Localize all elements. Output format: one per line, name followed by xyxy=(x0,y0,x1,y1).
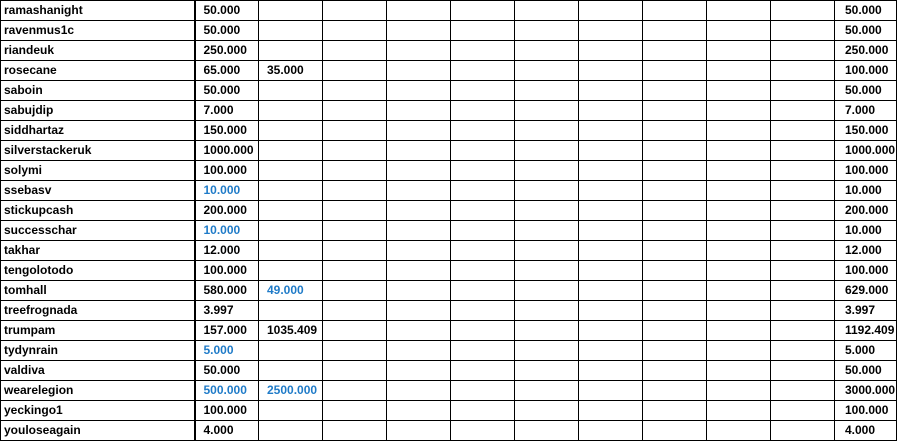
table-row xyxy=(1,261,897,281)
total-cell[interactable]: 1000.000 xyxy=(835,141,897,161)
empty-cell[interactable] xyxy=(515,81,579,101)
empty-cell[interactable] xyxy=(387,321,451,341)
table-row xyxy=(1,101,897,121)
empty-cell[interactable] xyxy=(643,281,707,301)
empty-cell[interactable] xyxy=(643,301,707,321)
username-cell[interactable]: rosecane xyxy=(1,61,195,81)
empty-cell[interactable] xyxy=(643,121,707,141)
empty-cell[interactable] xyxy=(451,141,515,161)
empty-cell[interactable] xyxy=(515,201,579,221)
empty-cell[interactable] xyxy=(707,161,771,181)
table-row xyxy=(1,21,897,41)
empty-cell[interactable] xyxy=(707,321,771,341)
empty-cell[interactable] xyxy=(323,401,387,421)
amount-cell-2[interactable] xyxy=(259,41,323,61)
amount-cell-1[interactable]: 50.000 xyxy=(195,21,259,41)
table-row xyxy=(1,41,897,61)
amount-cell-1[interactable]: 10.000 xyxy=(195,181,259,201)
empty-cell[interactable] xyxy=(579,101,643,121)
empty-cell[interactable] xyxy=(515,281,579,301)
empty-cell[interactable] xyxy=(579,341,643,361)
empty-cell[interactable] xyxy=(451,201,515,221)
empty-cell[interactable] xyxy=(707,201,771,221)
total-cell[interactable]: 10.000 xyxy=(835,221,897,241)
empty-cell[interactable] xyxy=(515,321,579,341)
empty-cell[interactable] xyxy=(451,261,515,281)
empty-cell[interactable] xyxy=(643,181,707,201)
empty-cell[interactable] xyxy=(771,401,835,421)
empty-cell[interactable] xyxy=(707,401,771,421)
empty-cell[interactable] xyxy=(579,321,643,341)
empty-cell[interactable] xyxy=(579,241,643,261)
empty-cell[interactable] xyxy=(387,281,451,301)
empty-cell[interactable] xyxy=(515,241,579,261)
empty-cell[interactable] xyxy=(515,221,579,241)
table-row xyxy=(1,341,897,361)
empty-cell[interactable] xyxy=(387,81,451,101)
empty-cell[interactable] xyxy=(643,21,707,41)
amount-cell-1[interactable]: 10.000 xyxy=(195,221,259,241)
empty-cell[interactable] xyxy=(451,181,515,201)
empty-cell[interactable] xyxy=(707,221,771,241)
username-cell[interactable]: valdiva xyxy=(1,361,195,381)
amount-cell-2[interactable]: 1035.409 xyxy=(259,321,323,341)
empty-cell[interactable] xyxy=(387,301,451,321)
total-cell[interactable]: 4.000 xyxy=(835,421,897,441)
amount-cell-2[interactable] xyxy=(259,21,323,41)
empty-cell[interactable] xyxy=(323,201,387,221)
empty-cell[interactable] xyxy=(451,81,515,101)
total-cell[interactable]: 100.000 xyxy=(835,261,897,281)
empty-cell[interactable] xyxy=(515,141,579,161)
empty-cell[interactable] xyxy=(515,1,579,21)
empty-cell[interactable] xyxy=(579,281,643,301)
empty-cell[interactable] xyxy=(707,1,771,21)
empty-cell[interactable] xyxy=(707,101,771,121)
username-cell[interactable]: ssebasv xyxy=(1,181,195,201)
empty-cell[interactable] xyxy=(387,221,451,241)
empty-cell[interactable] xyxy=(771,341,835,361)
empty-cell[interactable] xyxy=(515,401,579,421)
amount-cell-1[interactable]: 100.000 xyxy=(195,161,259,181)
empty-cell[interactable] xyxy=(387,241,451,261)
empty-cell[interactable] xyxy=(771,21,835,41)
amount-cell-2[interactable] xyxy=(259,101,323,121)
empty-cell[interactable] xyxy=(387,41,451,61)
empty-cell[interactable] xyxy=(387,381,451,401)
amount-cell-1[interactable]: 7.000 xyxy=(195,101,259,121)
empty-cell[interactable] xyxy=(451,401,515,421)
empty-cell[interactable] xyxy=(707,141,771,161)
empty-cell[interactable] xyxy=(643,321,707,341)
table-row xyxy=(1,161,897,181)
empty-cell[interactable] xyxy=(707,261,771,281)
empty-cell[interactable] xyxy=(643,141,707,161)
empty-cell[interactable] xyxy=(771,201,835,221)
empty-cell[interactable] xyxy=(387,201,451,221)
table-row xyxy=(1,301,897,321)
empty-cell[interactable] xyxy=(643,1,707,21)
empty-cell[interactable] xyxy=(579,381,643,401)
empty-cell[interactable] xyxy=(707,341,771,361)
empty-cell[interactable] xyxy=(323,301,387,321)
empty-cell[interactable] xyxy=(323,21,387,41)
empty-cell[interactable] xyxy=(323,41,387,61)
empty-cell[interactable] xyxy=(387,61,451,81)
table-row xyxy=(1,221,897,241)
amount-cell-2[interactable] xyxy=(259,401,323,421)
empty-cell[interactable] xyxy=(771,61,835,81)
username-cell[interactable]: siddhartaz xyxy=(1,121,195,141)
empty-cell[interactable] xyxy=(323,241,387,261)
table-row xyxy=(1,61,897,81)
amount-cell-2[interactable] xyxy=(259,161,323,181)
total-cell[interactable]: 50.000 xyxy=(835,21,897,41)
empty-cell[interactable] xyxy=(451,121,515,141)
empty-cell[interactable] xyxy=(387,121,451,141)
empty-cell[interactable] xyxy=(579,61,643,81)
empty-cell[interactable] xyxy=(515,341,579,361)
empty-cell[interactable] xyxy=(579,401,643,421)
empty-cell[interactable] xyxy=(579,121,643,141)
empty-cell[interactable] xyxy=(579,161,643,181)
empty-cell[interactable] xyxy=(515,261,579,281)
amount-cell-1[interactable]: 250.000 xyxy=(195,41,259,61)
table-row xyxy=(1,81,897,101)
amount-cell-1[interactable]: 50.000 xyxy=(195,361,259,381)
empty-cell[interactable] xyxy=(387,161,451,181)
empty-cell[interactable] xyxy=(643,381,707,401)
empty-cell[interactable] xyxy=(643,161,707,181)
empty-cell[interactable] xyxy=(771,81,835,101)
empty-cell[interactable] xyxy=(707,121,771,141)
empty-cell[interactable] xyxy=(771,121,835,141)
empty-cell[interactable] xyxy=(771,281,835,301)
table-row xyxy=(1,321,897,341)
empty-cell[interactable] xyxy=(387,341,451,361)
empty-cell[interactable] xyxy=(387,261,451,281)
amount-cell-1[interactable]: 50.000 xyxy=(195,1,259,21)
total-cell[interactable]: 7.000 xyxy=(835,101,897,121)
empty-cell[interactable] xyxy=(707,421,771,441)
table-row xyxy=(1,361,897,381)
empty-cell[interactable] xyxy=(771,261,835,281)
empty-cell[interactable] xyxy=(643,221,707,241)
username-cell[interactable]: tengolotodo xyxy=(1,261,195,281)
empty-cell[interactable] xyxy=(643,421,707,441)
total-cell[interactable]: 12.000 xyxy=(835,241,897,261)
empty-cell[interactable] xyxy=(707,81,771,101)
empty-cell[interactable] xyxy=(515,121,579,141)
empty-cell[interactable] xyxy=(323,341,387,361)
amount-cell-2[interactable]: 49.000 xyxy=(259,281,323,301)
total-cell[interactable]: 150.000 xyxy=(835,121,897,141)
empty-cell[interactable] xyxy=(451,101,515,121)
empty-cell[interactable] xyxy=(323,321,387,341)
empty-cell[interactable] xyxy=(707,241,771,261)
empty-cell[interactable] xyxy=(707,301,771,321)
empty-cell[interactable] xyxy=(451,281,515,301)
empty-cell[interactable] xyxy=(771,161,835,181)
total-cell[interactable]: 100.000 xyxy=(835,161,897,181)
empty-cell[interactable] xyxy=(579,361,643,381)
amount-cell-2[interactable] xyxy=(259,81,323,101)
amount-cell-2[interactable] xyxy=(259,241,323,261)
empty-cell[interactable] xyxy=(323,141,387,161)
username-cell[interactable]: youloseagain xyxy=(1,421,195,441)
amount-cell-1[interactable]: 100.000 xyxy=(195,401,259,421)
empty-cell[interactable] xyxy=(323,261,387,281)
empty-cell[interactable] xyxy=(643,101,707,121)
amount-cell-2[interactable] xyxy=(259,421,323,441)
table-body xyxy=(1,1,897,441)
empty-cell[interactable] xyxy=(771,241,835,261)
username-cell[interactable]: stickupcash xyxy=(1,201,195,221)
table-row xyxy=(1,241,897,261)
username-cell[interactable]: successchar xyxy=(1,221,195,241)
empty-cell[interactable] xyxy=(771,301,835,321)
username-cell[interactable]: saboin xyxy=(1,81,195,101)
amount-cell-2[interactable] xyxy=(259,341,323,361)
empty-cell[interactable] xyxy=(771,1,835,21)
total-cell[interactable]: 50.000 xyxy=(835,81,897,101)
total-cell[interactable]: 50.000 xyxy=(835,1,897,21)
empty-cell[interactable] xyxy=(579,41,643,61)
amount-cell-2[interactable] xyxy=(259,361,323,381)
username-cell[interactable]: takhar xyxy=(1,241,195,261)
empty-cell[interactable] xyxy=(579,141,643,161)
table-row xyxy=(1,1,897,21)
amount-cell-1[interactable]: 5.000 xyxy=(195,341,259,361)
empty-cell[interactable] xyxy=(323,101,387,121)
empty-cell[interactable] xyxy=(643,81,707,101)
empty-cell[interactable] xyxy=(643,41,707,61)
username-cell[interactable]: silverstackeruk xyxy=(1,141,195,161)
username-cell[interactable]: riandeuk xyxy=(1,41,195,61)
total-cell[interactable]: 629.000 xyxy=(835,281,897,301)
table-row xyxy=(1,181,897,201)
amount-cell-2[interactable] xyxy=(259,181,323,201)
empty-cell[interactable] xyxy=(579,81,643,101)
username-cell[interactable]: wearelegion xyxy=(1,381,195,401)
amount-cell-2[interactable]: 2500.000 xyxy=(259,381,323,401)
empty-cell[interactable] xyxy=(579,421,643,441)
amount-cell-1[interactable]: 1000.000 xyxy=(195,141,259,161)
empty-cell[interactable] xyxy=(707,41,771,61)
empty-cell[interactable] xyxy=(707,21,771,41)
total-cell[interactable]: 250.000 xyxy=(835,41,897,61)
empty-cell[interactable] xyxy=(515,361,579,381)
empty-cell[interactable] xyxy=(323,381,387,401)
empty-cell[interactable] xyxy=(387,181,451,201)
empty-cell[interactable] xyxy=(579,201,643,221)
empty-cell[interactable] xyxy=(643,61,707,81)
amount-cell-2[interactable] xyxy=(259,261,323,281)
amount-cell-1[interactable]: 100.000 xyxy=(195,261,259,281)
amount-cell-1[interactable]: 150.000 xyxy=(195,121,259,141)
empty-cell[interactable] xyxy=(387,361,451,381)
empty-cell[interactable] xyxy=(451,41,515,61)
empty-cell[interactable] xyxy=(707,381,771,401)
empty-cell[interactable] xyxy=(387,421,451,441)
empty-cell[interactable] xyxy=(323,121,387,141)
empty-cell[interactable] xyxy=(323,1,387,21)
empty-cell[interactable] xyxy=(451,421,515,441)
empty-cell[interactable] xyxy=(323,61,387,81)
empty-cell[interactable] xyxy=(451,221,515,241)
empty-cell[interactable] xyxy=(643,341,707,361)
username-cell[interactable]: tydynrain xyxy=(1,341,195,361)
empty-cell[interactable] xyxy=(771,381,835,401)
empty-cell[interactable] xyxy=(451,1,515,21)
table-row xyxy=(1,281,897,301)
amount-cell-2[interactable]: 35.000 xyxy=(259,61,323,81)
amount-cell-1[interactable]: 3.997 xyxy=(195,301,259,321)
empty-cell[interactable] xyxy=(451,361,515,381)
amount-cell-2[interactable] xyxy=(259,121,323,141)
empty-cell[interactable] xyxy=(515,161,579,181)
empty-cell[interactable] xyxy=(387,141,451,161)
empty-cell[interactable] xyxy=(323,361,387,381)
empty-cell[interactable] xyxy=(707,281,771,301)
empty-cell[interactable] xyxy=(387,1,451,21)
empty-cell[interactable] xyxy=(515,421,579,441)
amount-cell-2[interactable] xyxy=(259,1,323,21)
empty-cell[interactable] xyxy=(451,341,515,361)
empty-cell[interactable] xyxy=(771,421,835,441)
empty-cell[interactable] xyxy=(643,361,707,381)
empty-cell[interactable] xyxy=(771,141,835,161)
username-cell[interactable]: trumpam xyxy=(1,321,195,341)
empty-cell[interactable] xyxy=(643,241,707,261)
total-cell[interactable]: 100.000 xyxy=(835,61,897,81)
table-row xyxy=(1,141,897,161)
amount-cell-1[interactable]: 50.000 xyxy=(195,81,259,101)
username-cell[interactable]: tomhall xyxy=(1,281,195,301)
empty-cell[interactable] xyxy=(515,181,579,201)
empty-cell[interactable] xyxy=(451,161,515,181)
empty-cell[interactable] xyxy=(451,61,515,81)
amount-cell-1[interactable]: 580.000 xyxy=(195,281,259,301)
amount-cell-1[interactable]: 157.000 xyxy=(195,321,259,341)
empty-cell[interactable] xyxy=(579,221,643,241)
empty-cell[interactable] xyxy=(515,61,579,81)
table-row xyxy=(1,421,897,441)
empty-cell[interactable] xyxy=(579,181,643,201)
empty-cell[interactable] xyxy=(323,81,387,101)
empty-cell[interactable] xyxy=(707,181,771,201)
empty-cell[interactable] xyxy=(707,61,771,81)
total-cell[interactable]: 10.000 xyxy=(835,181,897,201)
empty-cell[interactable] xyxy=(515,101,579,121)
empty-cell[interactable] xyxy=(323,221,387,241)
empty-cell[interactable] xyxy=(579,1,643,21)
table-row xyxy=(1,201,897,221)
amount-cell-1[interactable]: 500.000 xyxy=(195,381,259,401)
empty-cell[interactable] xyxy=(771,361,835,381)
amount-cell-1[interactable]: 4.000 xyxy=(195,421,259,441)
empty-cell[interactable] xyxy=(771,221,835,241)
total-cell[interactable]: 1192.409 xyxy=(835,321,897,341)
empty-cell[interactable] xyxy=(771,41,835,61)
empty-cell[interactable] xyxy=(515,381,579,401)
empty-cell[interactable] xyxy=(323,181,387,201)
total-cell[interactable]: 3000.000 xyxy=(835,381,897,401)
empty-cell[interactable] xyxy=(515,301,579,321)
amount-cell-2[interactable] xyxy=(259,221,323,241)
empty-cell[interactable] xyxy=(451,301,515,321)
total-cell[interactable]: 50.000 xyxy=(835,361,897,381)
empty-cell[interactable] xyxy=(323,421,387,441)
empty-cell[interactable] xyxy=(771,101,835,121)
empty-cell[interactable] xyxy=(643,401,707,421)
empty-cell[interactable] xyxy=(771,321,835,341)
empty-cell[interactable] xyxy=(515,21,579,41)
empty-cell[interactable] xyxy=(323,281,387,301)
total-cell[interactable]: 3.997 xyxy=(835,301,897,321)
empty-cell[interactable] xyxy=(387,101,451,121)
username-cell[interactable]: solymi xyxy=(1,161,195,181)
username-cell[interactable]: sabujdip xyxy=(1,101,195,121)
amount-cell-1[interactable]: 65.000 xyxy=(195,61,259,81)
empty-cell[interactable] xyxy=(451,21,515,41)
empty-cell[interactable] xyxy=(515,41,579,61)
username-cell[interactable]: treefrognada xyxy=(1,301,195,321)
empty-cell[interactable] xyxy=(451,321,515,341)
amount-cell-2[interactable] xyxy=(259,301,323,321)
empty-cell[interactable] xyxy=(707,361,771,381)
table-row xyxy=(1,401,897,421)
username-cell[interactable]: ramashanight xyxy=(1,1,195,21)
empty-cell[interactable] xyxy=(451,381,515,401)
empty-cell[interactable] xyxy=(451,241,515,261)
empty-cell[interactable] xyxy=(579,21,643,41)
empty-cell[interactable] xyxy=(323,161,387,181)
table-row xyxy=(1,121,897,141)
total-cell[interactable]: 200.000 xyxy=(835,201,897,221)
table-row xyxy=(1,381,897,401)
amount-cell-2[interactable] xyxy=(259,141,323,161)
empty-cell[interactable] xyxy=(771,181,835,201)
username-cell[interactable]: yeckingo1 xyxy=(1,401,195,421)
amount-cell-1[interactable]: 12.000 xyxy=(195,241,259,261)
empty-cell[interactable] xyxy=(643,261,707,281)
username-cell[interactable]: ravenmus1c xyxy=(1,21,195,41)
empty-cell[interactable] xyxy=(387,401,451,421)
amount-cell-1[interactable]: 200.000 xyxy=(195,201,259,221)
amount-cell-2[interactable] xyxy=(259,201,323,221)
empty-cell[interactable] xyxy=(579,301,643,321)
total-cell[interactable]: 100.000 xyxy=(835,401,897,421)
empty-cell[interactable] xyxy=(387,21,451,41)
empty-cell[interactable] xyxy=(643,201,707,221)
total-cell[interactable]: 5.000 xyxy=(835,341,897,361)
empty-cell[interactable] xyxy=(579,261,643,281)
